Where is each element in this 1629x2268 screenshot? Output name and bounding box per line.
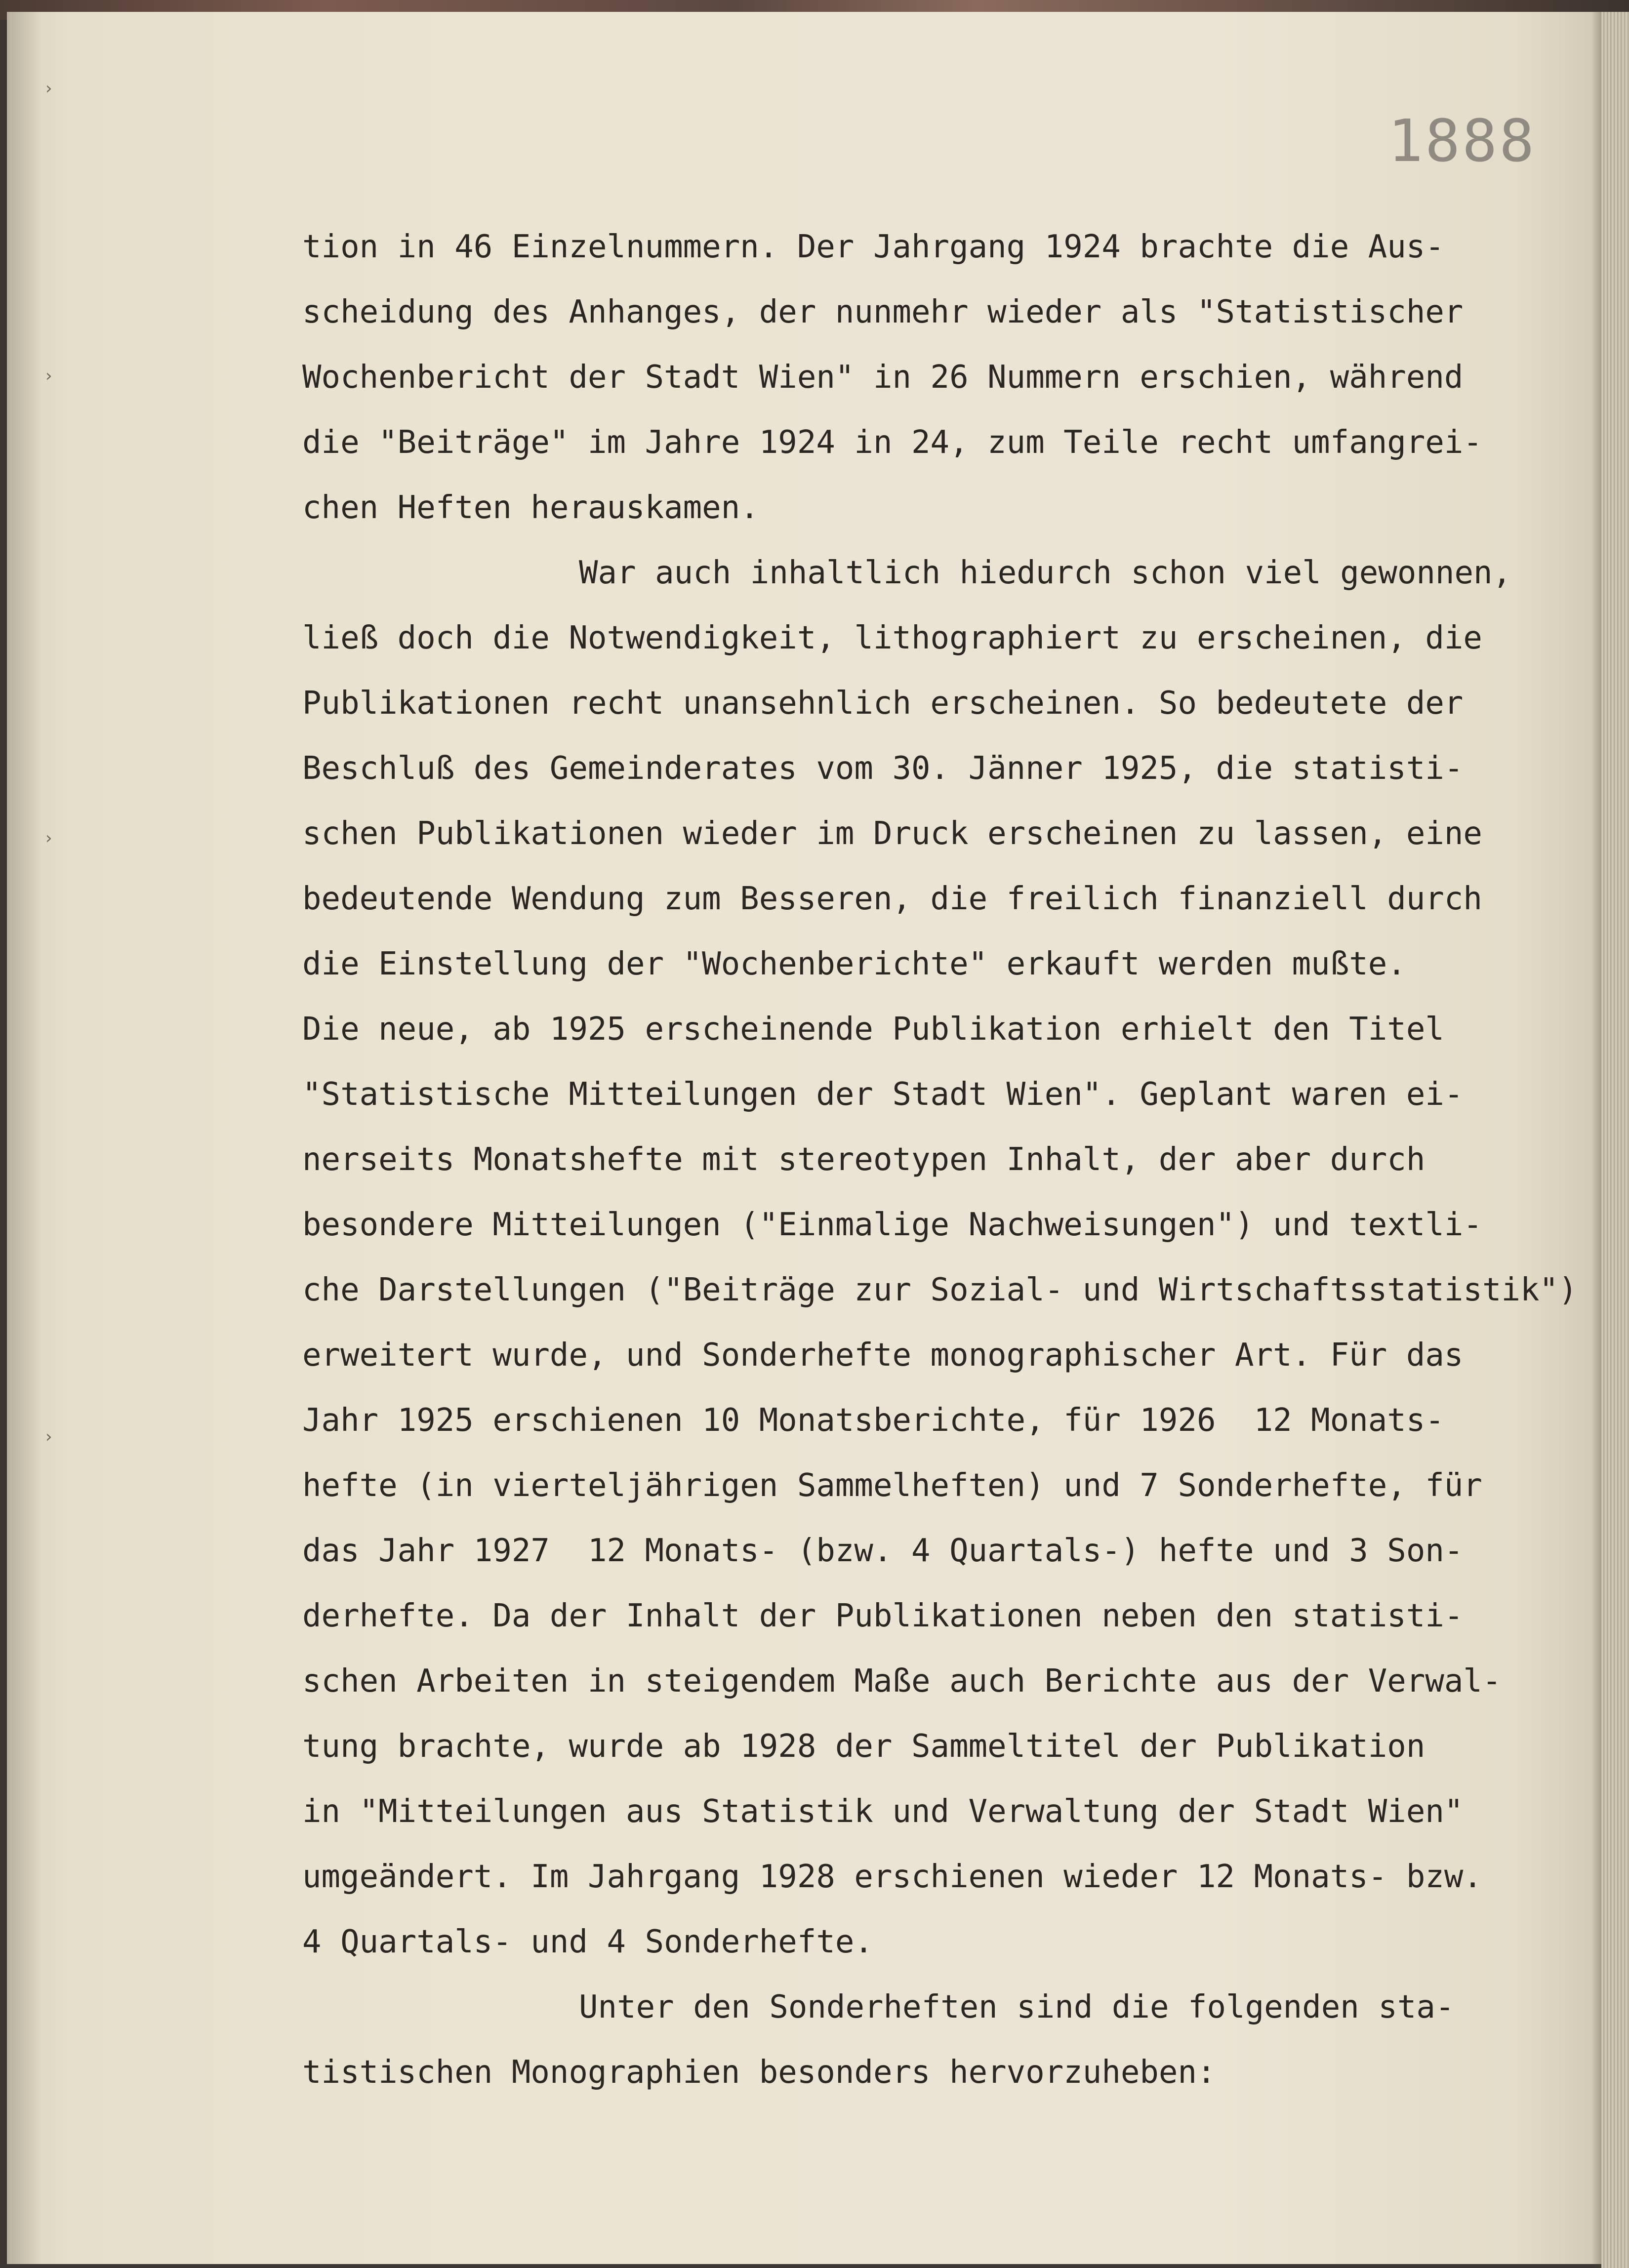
text-line: hefte (in vierteljährigen Sammelheften) und 7 Sonderhefte, für xyxy=(302,1467,1482,1504)
text-line: "Statistische Mitteilungen der Stadt Wien". Geplant waren ei- xyxy=(302,1076,1464,1113)
text-line: Wochenbericht der Stadt Wien" in 26 Nummern erschien, während xyxy=(302,359,1464,396)
text-line: erweitert wurde, und Sonderhefte monographischer Art. Für das xyxy=(302,1337,1464,1374)
text-line: Beschluß des Gemeinderates vom 30. Jänner 1925, die statisti- xyxy=(302,750,1464,787)
binding-thread-mark: › xyxy=(45,366,52,386)
binding-thread-mark: › xyxy=(45,828,52,848)
text-line: 4 Quartals- und 4 Sonderhefte. xyxy=(302,1924,873,1960)
text-line: in "Mitteilungen aus Statistik und Verwaltung der Stadt Wien" xyxy=(302,1793,1464,1830)
text-line: chen Heften herauskamen. xyxy=(302,489,759,526)
binding-gutter xyxy=(7,12,41,2264)
typewritten-text xyxy=(302,214,1577,2105)
text-line: die "Beiträge" im Jahre 1924 in 24, zum Teile recht umfangrei- xyxy=(302,424,1482,461)
text-line: bedeutende Wendung zum Besseren, die freilich finanziell durch xyxy=(302,881,1482,917)
binding-thread-mark: › xyxy=(45,1427,52,1447)
text-line: tistischen Monographien besonders hervorzuheben: xyxy=(302,2054,1216,2091)
text-line: nerseits Monatshefte mit stereotypen Inhalt, der aber durch xyxy=(302,1141,1425,1178)
text-line: ließ doch die Notwendigkeit, lithographiert zu erscheinen, die xyxy=(302,620,1482,656)
page-number: 1888 xyxy=(1388,107,1537,175)
text-line: schen Arbeiten in steigendem Maße auch Berichte aus der Verwal- xyxy=(302,1663,1502,1700)
text-line: Jahr 1925 erschienen 10 Monatsberichte, für 1926 12 Monats- xyxy=(302,1402,1444,1439)
text-line: schen Publikationen wieder im Druck erscheinen zu lassen, eine xyxy=(302,815,1482,852)
text-line: tung brachte, wurde ab 1928 der Sammeltitel der Publikation xyxy=(302,1728,1425,1765)
text-line: tion in 46 Einzelnummern. Der Jahrgang 1924 brachte die Aus- xyxy=(302,229,1444,265)
text-line: das Jahr 1927 12 Monats- (bzw. 4 Quartals-) hefte und 3 Son- xyxy=(302,1533,1464,1569)
page-stack-edges xyxy=(1601,12,1629,2268)
text-line: Die neue, ab 1925 erscheinende Publikation erhielt den Titel xyxy=(302,1011,1444,1048)
binding-thread-mark: › xyxy=(45,79,52,98)
text-line: che Darstellungen ("Beiträge zur Sozial- und Wirtschaftsstatistik") xyxy=(302,1272,1578,1308)
text-line: scheidung des Anhanges, der nunmehr wieder als "Statistischer xyxy=(302,294,1464,330)
text-line: besondere Mitteilungen ("Einmalige Nachweisungen") und textli- xyxy=(302,1207,1482,1243)
text-line: derhefte. Da der Inhalt der Publikationen neben den statisti- xyxy=(302,1598,1464,1634)
page-edge-shadow xyxy=(1591,12,1601,2268)
text-line: die Einstellung der "Wochenberichte" erkauft werden mußte. xyxy=(302,946,1406,982)
text-line: umgeändert. Im Jahrgang 1928 erschienen wieder 12 Monats- bzw. xyxy=(302,1859,1482,1895)
text-line: Publikationen recht unansehnlich erscheinen. So bedeutete der xyxy=(302,685,1464,722)
text-line: Unter den Sonderheften sind die folgenden sta- xyxy=(579,1989,1455,2025)
text-line: War auch inhaltlich hiedurch schon viel gewonnen, xyxy=(579,555,1512,591)
